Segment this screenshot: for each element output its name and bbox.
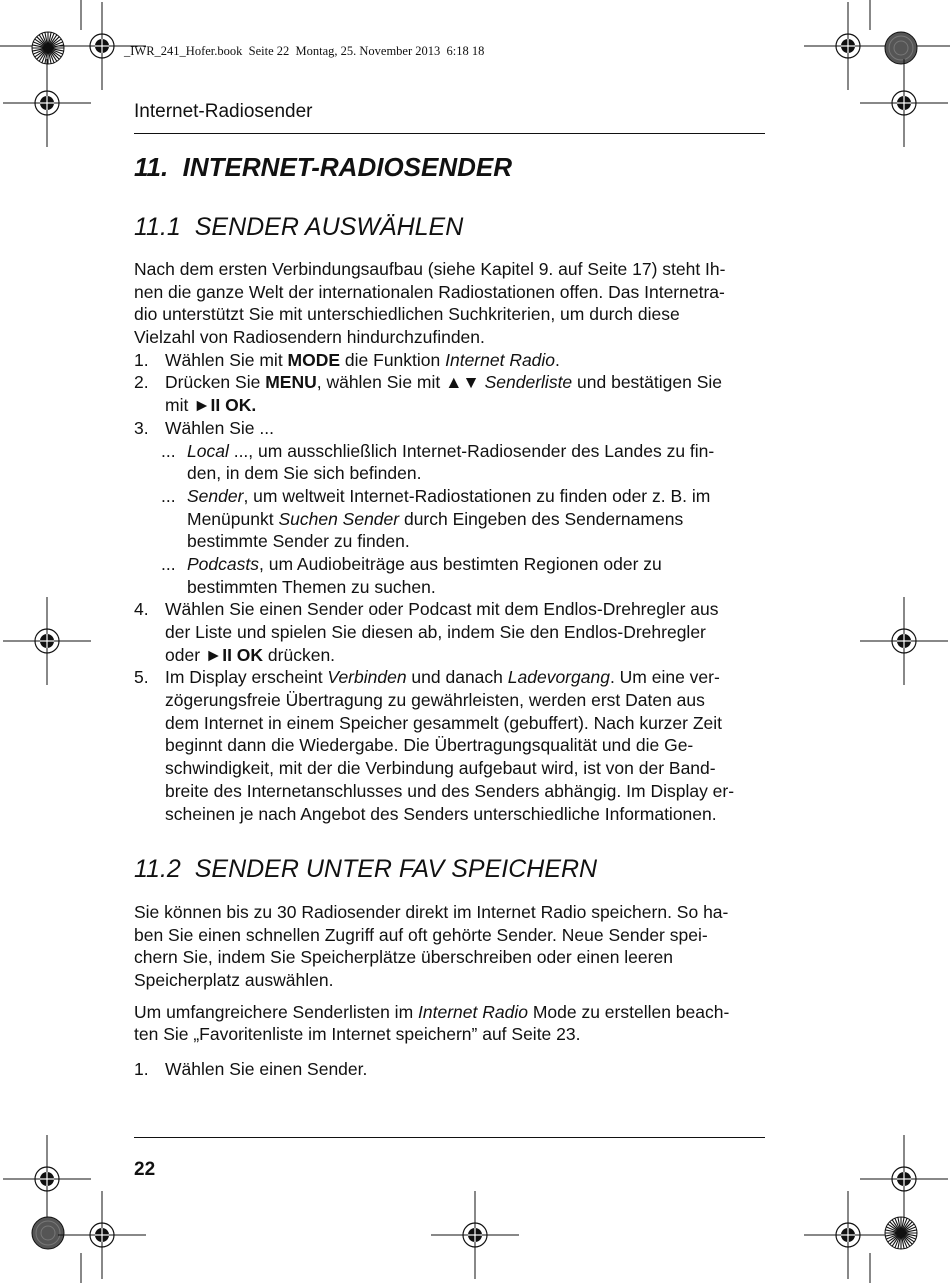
- step-number: 3.: [134, 417, 149, 438]
- text: Wählen Sie einen Sender oder Podcast mit dem Endlos-Drehregler aus: [165, 599, 719, 620]
- menu-term: Local: [187, 440, 229, 461]
- text: durch Eingeben des Sendernamens: [399, 508, 684, 529]
- step-2: [134, 371, 765, 416]
- menu-term: Verbinden: [327, 667, 407, 688]
- text: , um Audiobeiträge aus bestimten Regionen oder zu: [258, 553, 662, 574]
- menu-term: Ladevorgang: [507, 667, 610, 688]
- step-5: [134, 666, 765, 825]
- text: ..., um ausschließlich Internet-Radiosender des Landes zu fin-: [228, 440, 715, 461]
- text: Wählen Sie mit: [165, 349, 288, 370]
- step-number: 1.: [134, 1059, 149, 1080]
- text: Wählen Sie ...: [165, 417, 274, 438]
- play-ok-key: ►II OK: [204, 644, 264, 665]
- text: zögerungsfreie Übertragung zu gewährleisten, werden erst Daten aus: [165, 690, 705, 711]
- step-number: 4.: [134, 599, 149, 620]
- text: und bestätigen Sie: [572, 372, 723, 393]
- running-header: Internet-Radiosender: [134, 101, 313, 122]
- text: . Um eine ver-: [609, 667, 720, 688]
- text: scheinen je nach Angebot des Senders unterschiedliche Informationen.: [165, 803, 717, 824]
- step-1: [134, 349, 765, 372]
- menu-term: Internet Radio: [445, 349, 556, 370]
- text: den, in dem Sie sich befinden.: [187, 463, 422, 484]
- menu-key: MENU: [265, 372, 317, 393]
- text: Um umfangreichere Senderlisten im: [134, 1001, 419, 1022]
- step-3: [134, 417, 765, 440]
- section-1-body: [134, 258, 765, 825]
- para-line: Sie können bis zu 30 Radiosender direkt im Internet Radio speichern. So ha-: [134, 902, 729, 922]
- chapter-number: 11.: [134, 152, 169, 182]
- text: Mode zu erstellen beach-: [527, 1001, 730, 1022]
- text: und danach: [406, 667, 508, 688]
- para-line: Speicherplatz auswählen.: [134, 970, 334, 991]
- text: .: [555, 349, 560, 370]
- menu-term: Senderliste: [484, 372, 573, 393]
- menu-term: Sender: [187, 485, 244, 506]
- option-local: [134, 440, 765, 485]
- section-heading-1: [134, 213, 463, 242]
- section-2-body: [134, 901, 765, 1081]
- header-rule: [134, 133, 765, 134]
- chapter-title: INTERNET-RADIOSENDER: [182, 152, 513, 182]
- text: beginnt dann die Wiedergabe. Die Übertragungsqualität und die Ge-: [165, 735, 694, 756]
- text: , um weltweit Internet-Radiostationen zu finden oder z. B. im: [243, 485, 711, 506]
- text: oder: [165, 644, 205, 665]
- text: Wählen Sie einen Sender.: [165, 1059, 368, 1080]
- intro-line: Vielzahl von Radiosendern hindurchzufinden.: [134, 327, 485, 348]
- menu-term: Suchen Sender: [278, 508, 400, 529]
- text: dem Internet in einem Speicher gesammelt (gebuffert). Nach kurzer Zeit: [165, 712, 723, 733]
- section-heading-2: [134, 855, 597, 884]
- section-title: SENDER UNTER FAV SPEICHERN: [194, 855, 598, 883]
- intro-line: dio unterstützt Sie mit unterschiedlichen Suchkriterien, um durch diese: [134, 304, 680, 325]
- step-1: [134, 1058, 765, 1081]
- para-line: ten Sie „Favoritenliste im Internet speichern” auf Seite 23.: [134, 1024, 581, 1045]
- text: Menüpunkt: [187, 508, 279, 529]
- section-number: 11.2: [134, 855, 181, 883]
- text: , wählen Sie mit ▲▼: [316, 372, 485, 393]
- mode-key: MODE: [287, 349, 341, 370]
- ellipsis: ...: [161, 440, 176, 461]
- para-line: chern Sie, indem Sie Speicherplätze überschreiben oder einen leeren: [134, 947, 673, 968]
- text: der Liste und spielen Sie diesen ab, indem Sie den Endlos-Drehregler: [165, 622, 706, 642]
- step-number: 2.: [134, 372, 149, 393]
- text: bestimmten Themen zu suchen.: [187, 576, 436, 597]
- menu-term: Podcasts: [187, 553, 259, 574]
- option-podcasts: [134, 553, 765, 598]
- section-number: 11.1: [134, 213, 181, 241]
- text: mit: [165, 395, 194, 416]
- footer-rule: [134, 1137, 765, 1138]
- text: Im Display erscheint: [165, 667, 328, 688]
- chapter-heading: [134, 152, 512, 183]
- menu-term: Internet Radio: [418, 1001, 528, 1022]
- print-slug: _IWR_241_Hofer.book Seite 22 Montag, 25. November 2013 6:18 18: [124, 44, 485, 58]
- ellipsis: ...: [161, 553, 176, 574]
- page-number: 22: [134, 1159, 156, 1180]
- step-number: 5.: [134, 667, 149, 688]
- para-line: ben Sie einen schnellen Zugriff auf oft gehörte Sender. Neue Sender spei-: [134, 924, 708, 945]
- step-4: [134, 598, 765, 666]
- text: bestimmte Sender zu finden.: [187, 531, 410, 552]
- section-title: SENDER AUSWÄHLEN: [194, 213, 464, 241]
- intro-line: Nach dem ersten Verbindungsaufbau (siehe Kapitel 9. auf Seite 17) steht Ih-: [134, 259, 726, 279]
- ellipsis: ...: [161, 485, 176, 506]
- text: die Funktion: [340, 349, 446, 370]
- step-number: 1.: [134, 349, 149, 370]
- text: schwindigkeit, mit der die Verbindung aufgebaut wird, ist von der Band-: [165, 758, 716, 779]
- text: breite des Internetanschlusses und des Senders abhängig. Im Display er-: [165, 780, 735, 801]
- play-ok-key: ►II OK.: [193, 395, 257, 416]
- intro-line: nen die ganze Welt der internationalen Radiostationen offen. Das Internetra-: [134, 281, 725, 302]
- text: drücken.: [263, 644, 336, 665]
- text: Drücken Sie: [165, 372, 266, 393]
- option-sender: [134, 485, 765, 553]
